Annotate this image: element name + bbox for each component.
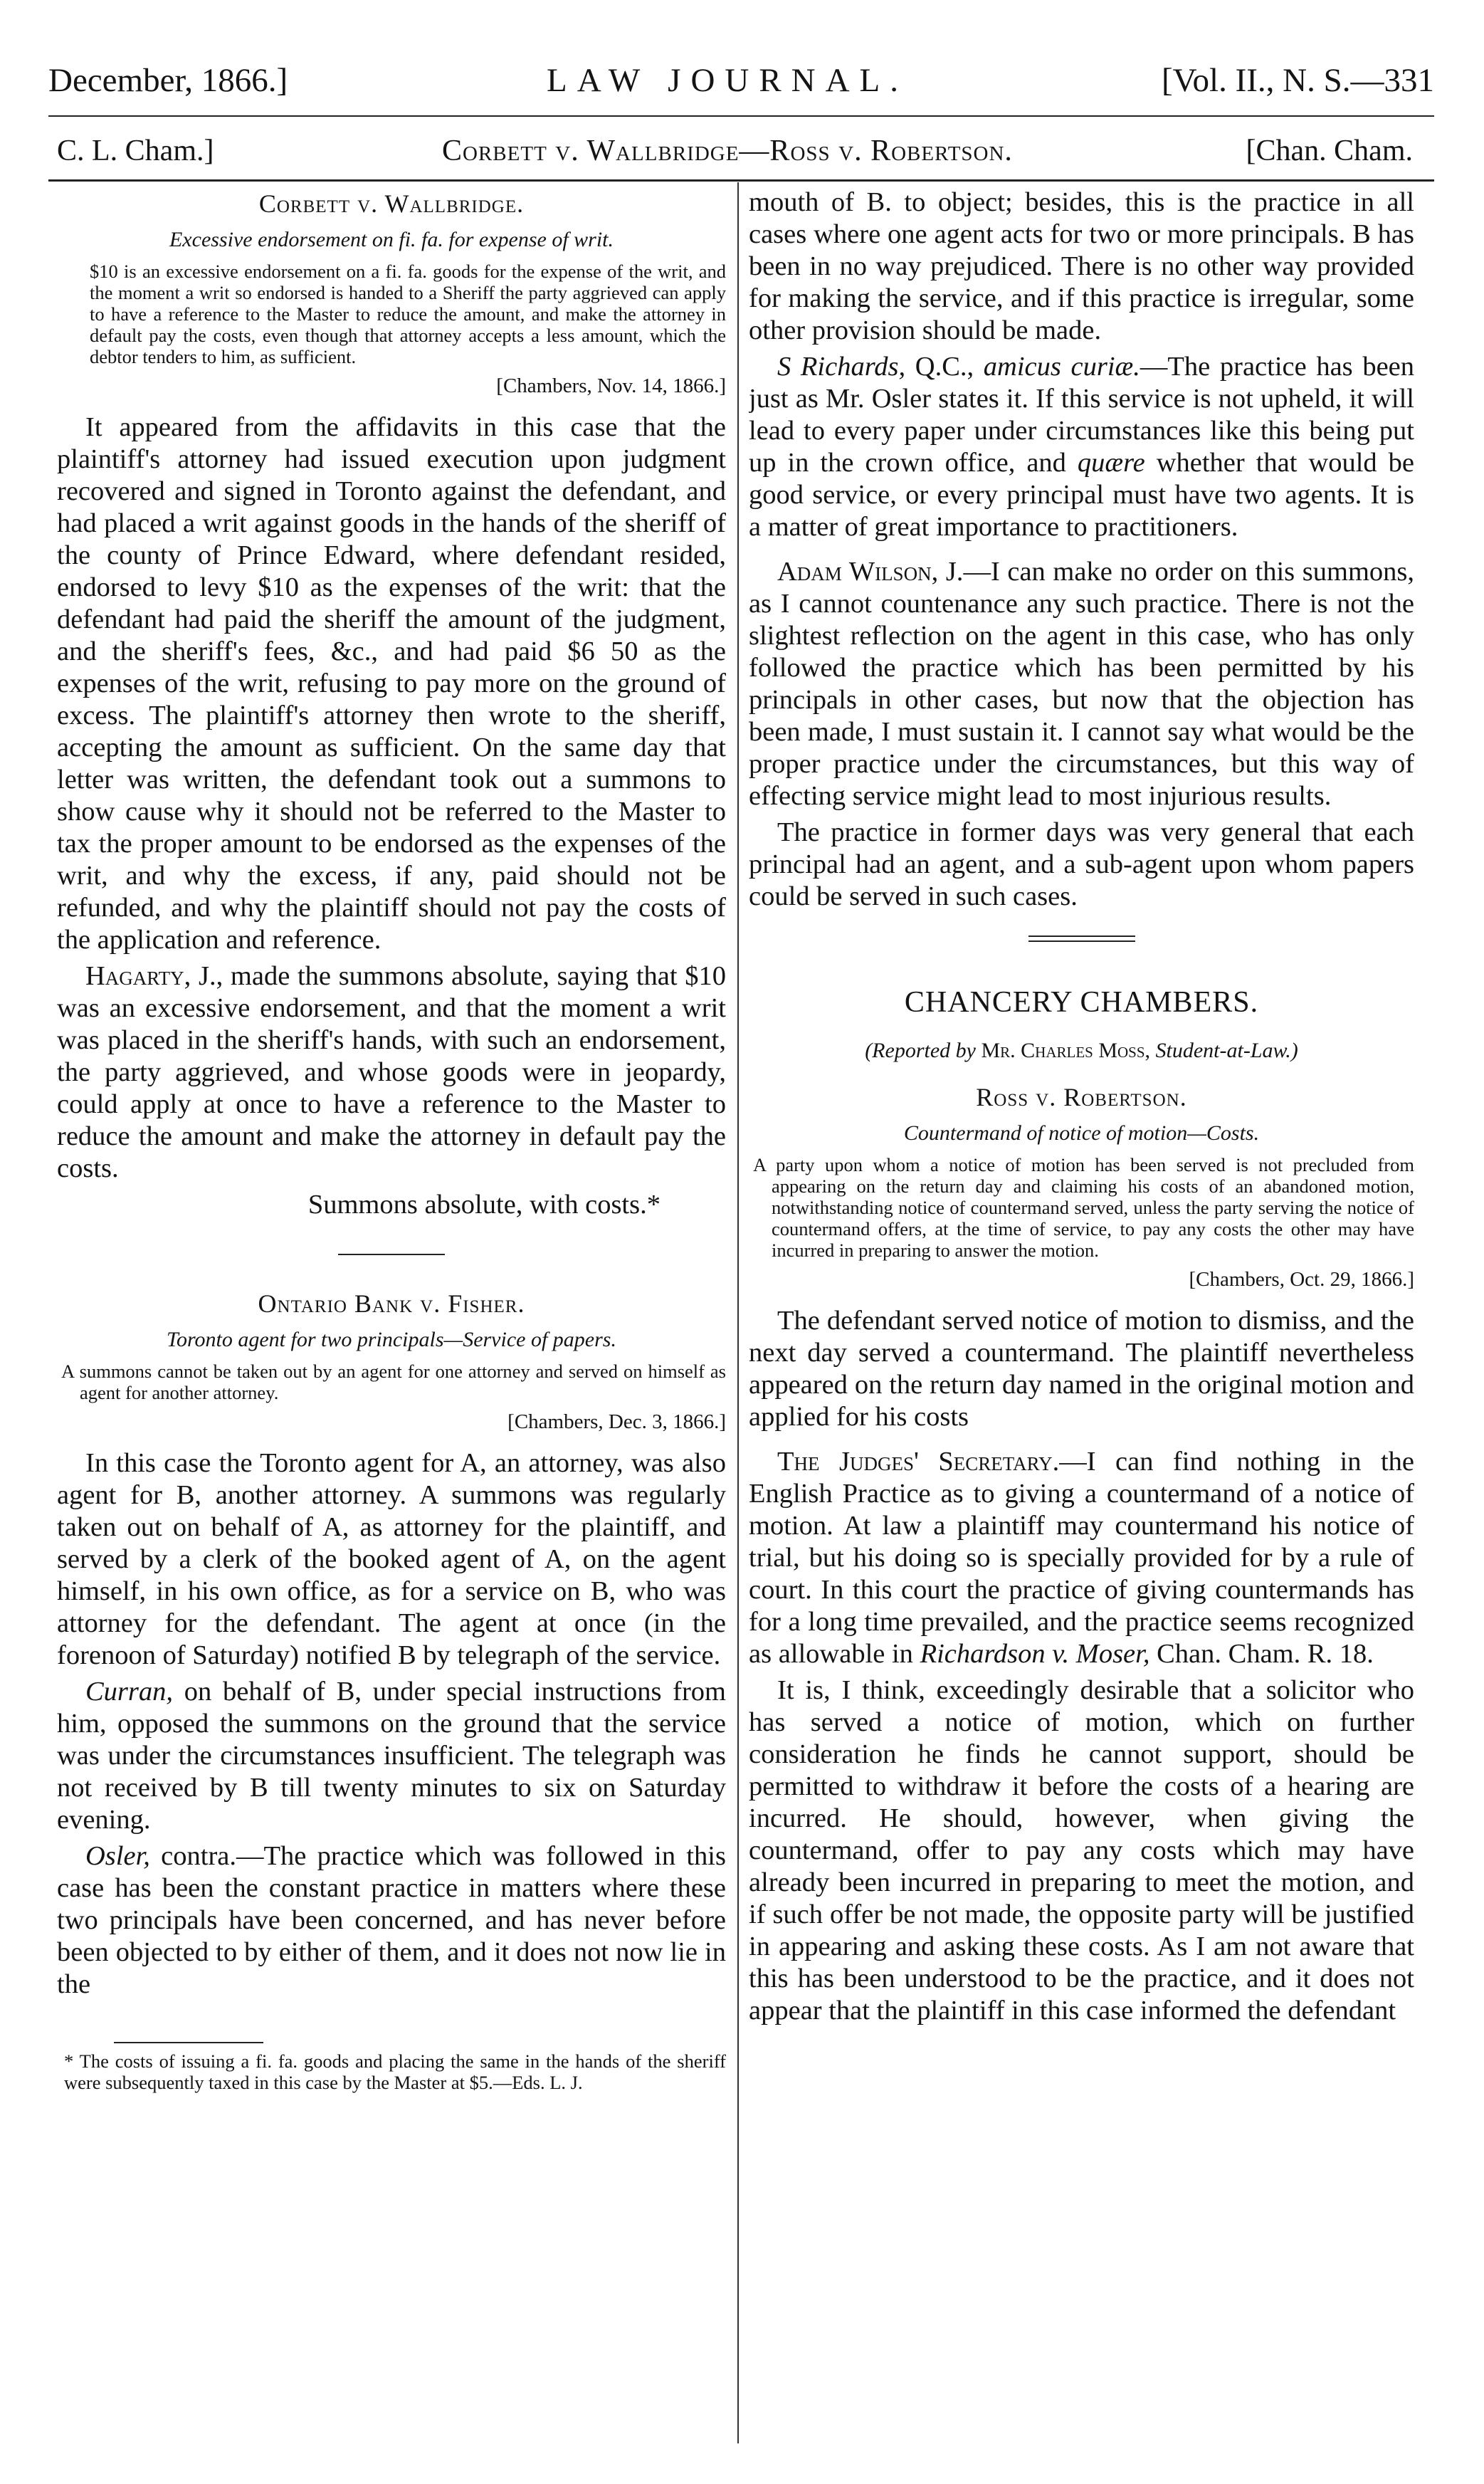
header-rule <box>48 115 1434 117</box>
judge-wilson: Adam Wilson, J. <box>777 557 964 587</box>
sub-header <box>48 130 1434 172</box>
footnote: * The costs of issuing a fi. fa. goods and placing the same in the hands of the sheriff were subsequently taxed in this case by the Master at $5.—Eds. L. J. <box>64 2050 726 2093</box>
court-right: [Chan. Cham. <box>1246 135 1413 167</box>
running-header <box>48 56 1434 105</box>
sub-header-rule <box>48 179 1434 182</box>
wilson-text: —I can make no order on this summons, as I cannot countenance any such practice. There is not the slightest reflection on the agent in this case, who has only followed the practice which has been permitted by his principals in other cases, but now that the objection has been made, I must sustain it. I cannot say what would be the proper practice under the circumstances, but this way of effecting service might lead to most injurious results. <box>749 557 1414 811</box>
header-date: December, 1866.] <box>48 62 288 99</box>
reporter-name: Mr. Charles Moss, <box>981 1039 1151 1062</box>
para-osler-continued: mouth of B. to object; besides, this is the practice in all cases where one agent acts for two or more principals. B has been in no way prejudiced. There is no other way provided for making the service, and if this practice is irregular, some other provision should be made. <box>749 187 1414 345</box>
reporter-suffix: Student-at-Law.) <box>1150 1039 1298 1062</box>
para-ross-opinion: It is, I think, exceedingly desirable that a solicitor who has served a notice of motion, which on further consideration he finds he cannot support, should be permitted to withdraw it before the costs of a hearing are incurred. He should, however, when giving the countermand, offer to pay any costs which may have already been incurred in preparing to meet the motion, and if such offer be not made, the opposite party will be justified in appearing and asking these costs. As I am not aware that this has been understood to be the practice, and it does not appear that the plaintiff in this case informed the defendant <box>749 1675 1414 2026</box>
reporter-prefix: (Reported by <box>865 1039 982 1062</box>
counsel-osler: Osler, <box>85 1841 150 1871</box>
judge-hagarty: Hagarty, J., <box>85 961 223 991</box>
richards-text: —The practice has been just as Mr. Osler states it. If this service is not upheld, it will lead to every paper under circumstances like this being put up in the crown office, and <box>749 352 1414 478</box>
case-citation: Richardson v. Moser, <box>920 1639 1150 1669</box>
section-separator <box>1028 936 1135 942</box>
case-subtitle-corbett: Excessive endorsement on fi. fa. for expense of writ. <box>169 228 614 251</box>
header-volume: [Vol. II., N. S.—331 <box>1162 62 1434 99</box>
curran-text: on behalf of B, under special instructions from him, opposed the summons on the ground that the service was under the circumstances insufficient. The telegraph was not received by B till twenty minutes to six on Saturday evening. <box>57 1677 726 1835</box>
section-title-chancery: CHANCERY CHAMBERS. <box>904 986 1259 1019</box>
reporter-credit <box>749 1036 1414 1066</box>
headnote-ontario: A summons cannot be taken out by an agent for one attorney and served on himself as agent for another attorney. <box>61 1361 726 1403</box>
footnote-rule <box>114 2042 263 2043</box>
case-names: Corbett v. Wallbridge—Ross v. Robertson. <box>442 135 1013 167</box>
case-separator <box>338 1254 445 1255</box>
case-title-ontario: Ontario Bank v. Fisher. <box>258 1289 525 1318</box>
left-column <box>57 187 726 2472</box>
para-ontario-osler <box>57 1840 726 2001</box>
quaere-term: quære <box>1077 448 1145 478</box>
right-column <box>749 187 1414 2472</box>
para-former-practice: The practice in former days was very general that each principal had an agent, and a sub-agent upon whom papers could be served in such cases. <box>749 817 1414 911</box>
richards-role: Q.C., <box>905 352 984 382</box>
speaker-secretary: The Judges' Secretary. <box>777 1447 1060 1477</box>
para-ross-facts: The defendant served notice of motion to dismiss, and the next day served a countermand. The plaintiff nevertheless appeared on the return day named in the original motion and applied for his costs <box>749 1306 1414 1432</box>
counsel-curran: Curran, <box>85 1677 174 1707</box>
column-divider <box>737 182 739 2443</box>
judgment-text: made the summons absolute, saying that $10 was an excessive endorsement, and that the moment a writ was placed in the sheriff's hands, with such an endorsement, the party aggrieved, and whose goods were in jeopardy, could apply at once to have a reference to the Master to reduce the amount and make the attorney in default pay the costs. <box>57 961 726 1183</box>
dateline-ontario: [Chambers, Dec. 3, 1866.] <box>507 1410 726 1433</box>
para-corbett-judgment <box>57 960 726 1185</box>
osler-text: contra.—The practice which was followed in this case has been the constant practice in matters where these two principals have been concerned, and has never before been objected to by either of them, and it does not now lie in the <box>57 1841 726 1999</box>
case-subtitle-ontario: Toronto agent for two principals—Service of papers. <box>167 1328 616 1351</box>
counsel-richards: S Richards, <box>777 352 906 382</box>
para-corbett-facts: It appeared from the affidavits in this case that the plaintiff's attorney had issued execution upon judgment recovered and signed in Toronto against the defendant, and had placed a writ against goods in the hands of the sheriff of the county of Prince Edward, where defendant resided, endorsed to levy $10 as the expenses of the writ: that the defendant had paid the sheriff the amount of the judgment, and the sheriff's fees, &c., and had paid $6 50 as the expenses of the writ, refusing to pay more on the ground of excess. The plaintiff's attorney then wrote to the sheriff, accepting the amount as sufficient. On the same day that letter was written, the defendant took out a summons to show cause why it should not be referred to the Master to tax the proper amount to be endorsed as the expenses of the writ, and why the excess, if any, paid should not be refunded, and why the plaintiff should not pay the costs of the application and reference. <box>57 412 726 955</box>
citation-end: Chan. Cham. R. 18. <box>1149 1639 1374 1669</box>
case-title-ross: Ross v. Robertson. <box>976 1083 1187 1111</box>
amicus-curiae: amicus curiæ. <box>983 352 1140 382</box>
para-richards <box>749 351 1414 543</box>
secretary-text: —I can find nothing in the English Practice as to giving a countermand of a notice of motion. At law a plaintiff may countermand his notice of trial, but his doing so is specially provided for by a rule of court. In this court the practice of giving countermands has for a long time prevailed, and the practice seems recognized as allowable in <box>749 1447 1414 1669</box>
case-subtitle-ross: Countermand of notice of motion—Costs. <box>903 1121 1260 1145</box>
para-ross-secretary <box>749 1446 1414 1670</box>
dateline-corbett: [Chambers, Nov. 14, 1866.] <box>496 374 726 397</box>
dateline-ross: [Chambers, Oct. 29, 1866.] <box>1189 1268 1414 1291</box>
para-ontario-curran <box>57 1676 726 1836</box>
headnote-corbett: $10 is an excessive endorsement on a fi. fa. goods for the expense of the writ, and the moment a writ so endorsed is handed to a Sheriff the party aggrieved can apply to have a reference to the Master to reduce the amount, and make the attorney in default pay the costs, even though that attorney accepts a less amount, which the debtor tenders to him, as sufficient. <box>90 261 726 367</box>
para-ontario-facts: In this case the Toronto agent for A, an attorney, was also agent for B, another attorney. A summons was regularly taken out on behalf of A, as attorney for the plaintiff, and served by a clerk of the booked agent of A, on the agent himself, in his own office, as for a service on B, who was attorney for the defendant. The agent at once (in the forenoon of Saturday) notified B by telegraph of the service. <box>57 1448 726 1670</box>
closing-corbett: Summons absolute, with costs.* <box>307 1190 661 1220</box>
richards-text-end: whether that would be good service, or every principal must have two agents. It is a matter of great importance to practitioners. <box>749 448 1414 542</box>
case-title-corbett: Corbett v. Wallbridge. <box>258 189 525 218</box>
para-wilson <box>749 556 1414 812</box>
headnote-ross: A party upon whom a notice of motion has been served is not precluded from appearing on the return day and claiming his costs of an abandoned motion, notwithstanding notice of countermand served, unless the party serving the notice of countermand offers, at the time of service, to pay any costs the other may have incurred in preparing to answer the motion. <box>753 1154 1414 1261</box>
journal-title: LAW JOURNAL. <box>547 62 909 99</box>
court-left: C. L. Cham.] <box>57 135 214 167</box>
